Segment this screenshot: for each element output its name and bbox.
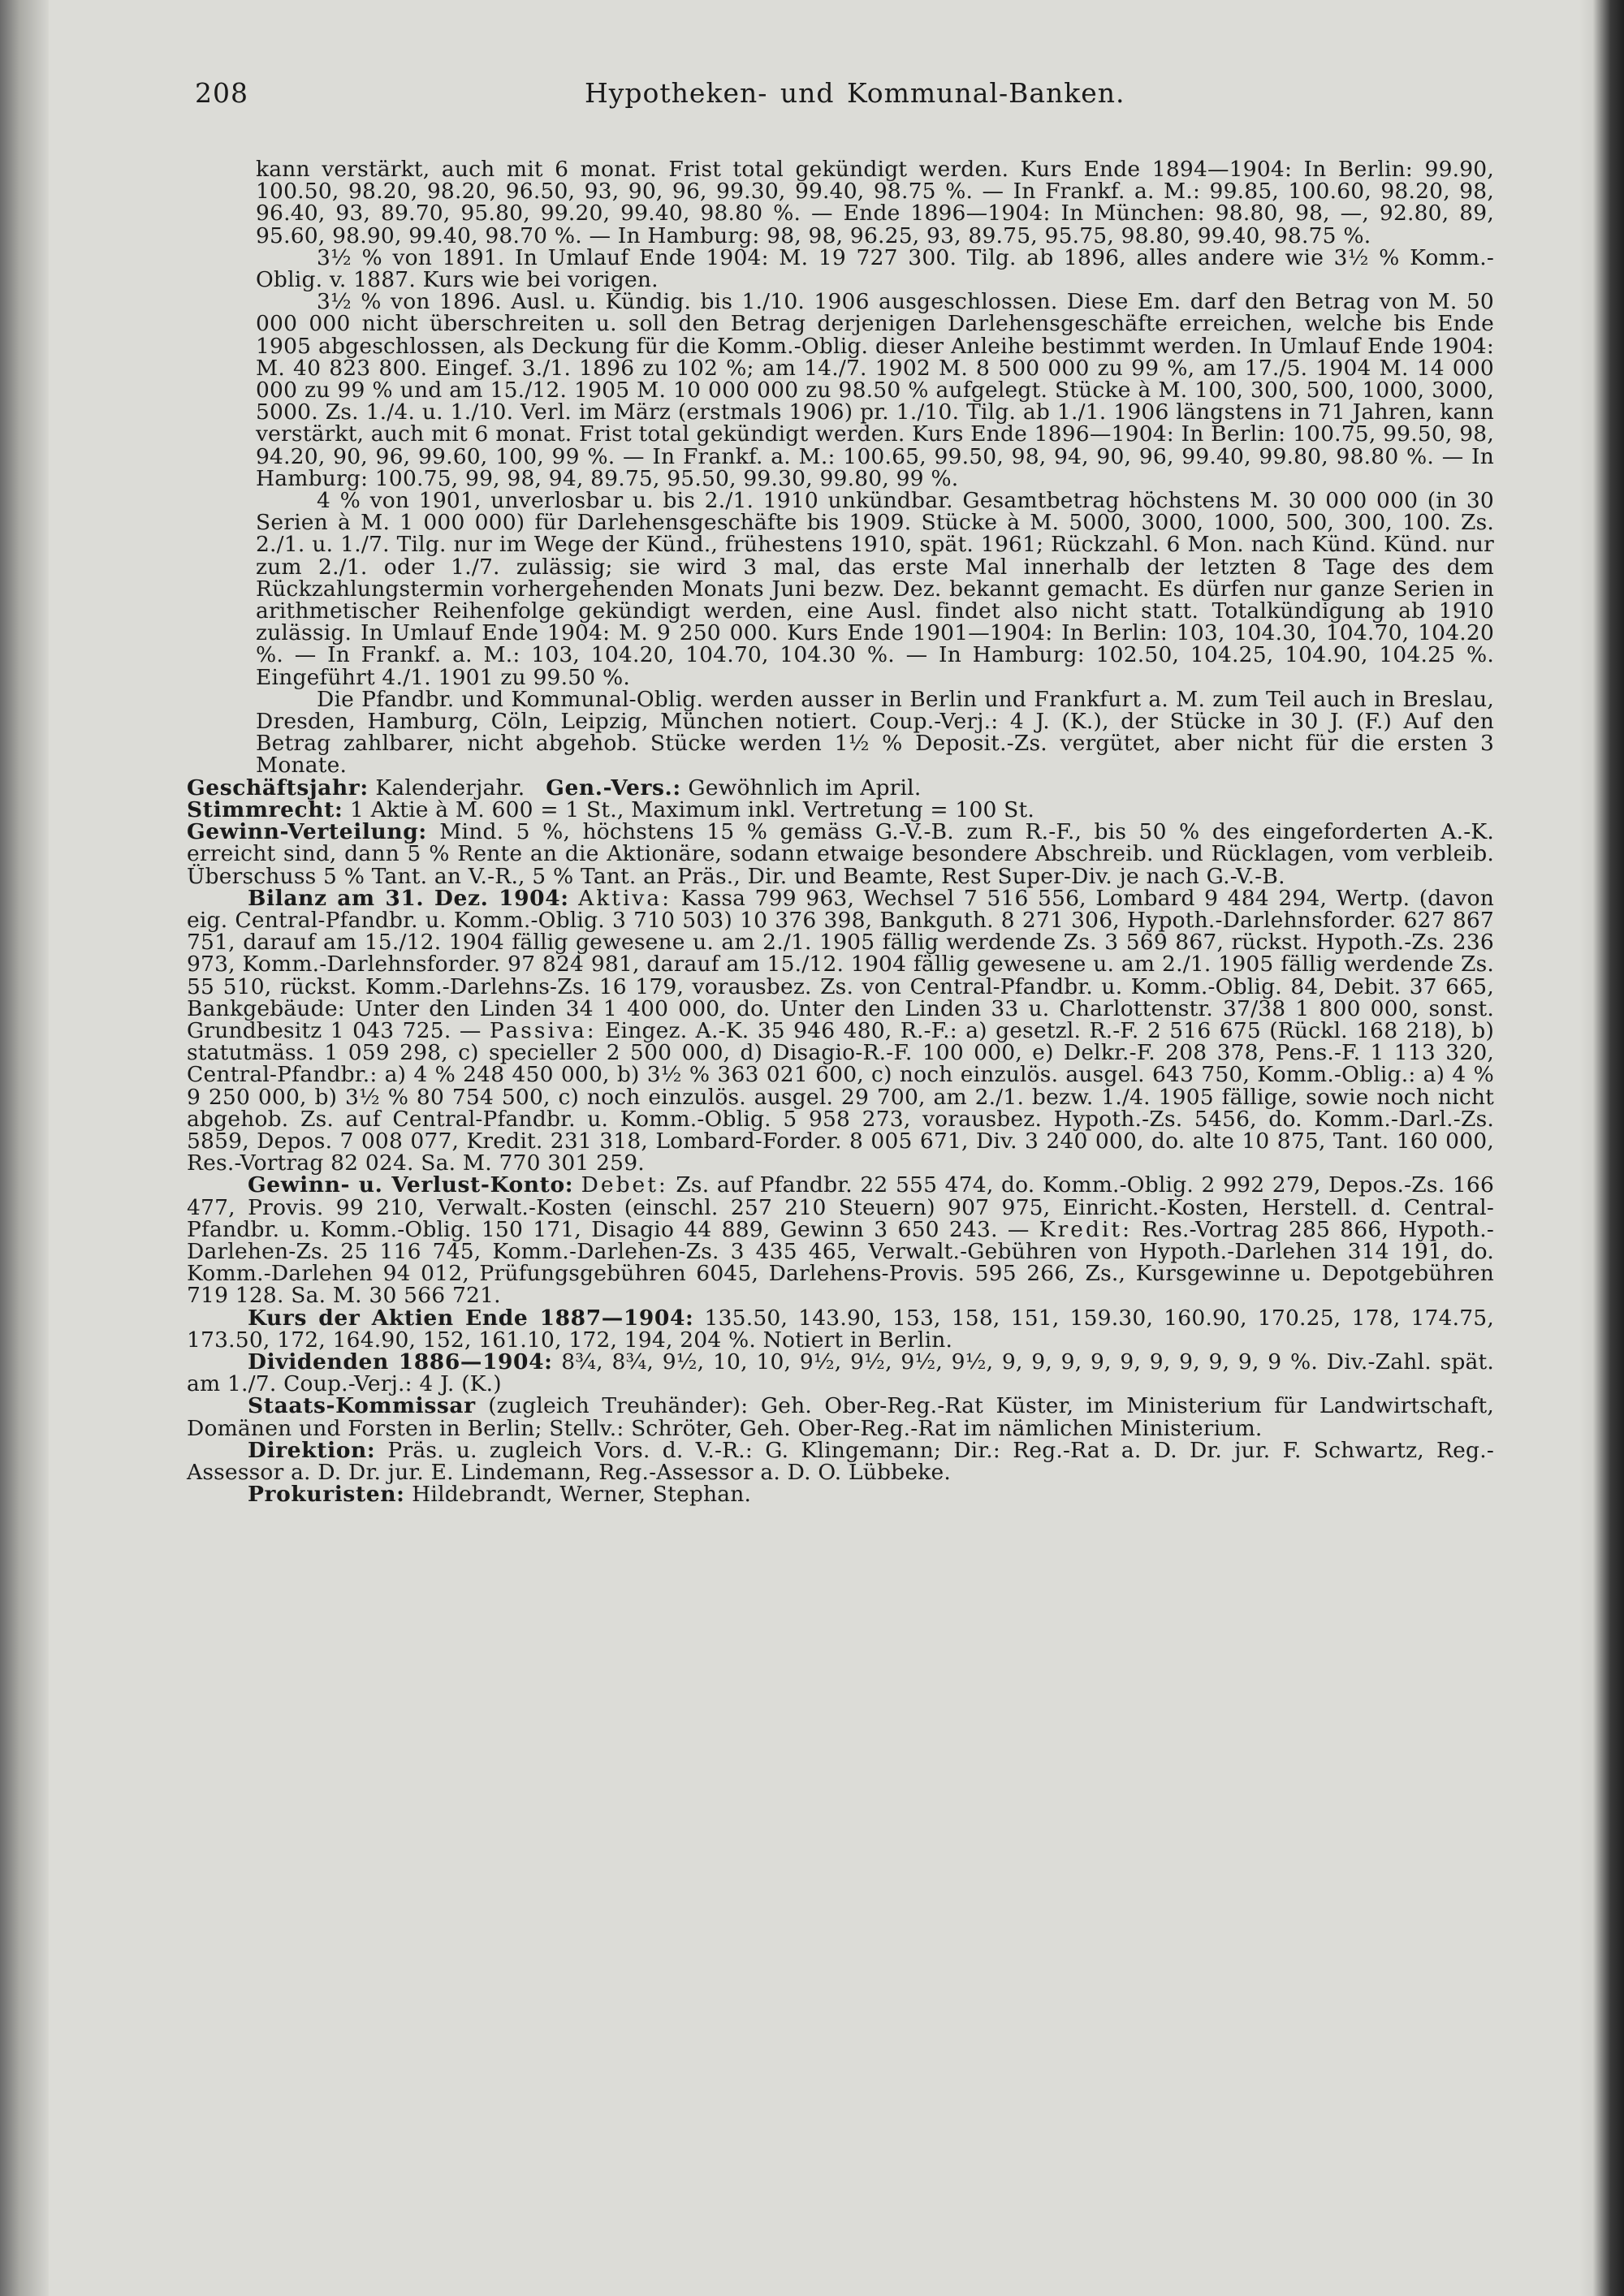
label-kurs-aktien: Kurs der Aktien Ende 1887—1904: <box>248 1305 694 1331</box>
label-kredit: Kredit: <box>1039 1216 1132 1242</box>
page-header <box>187 77 1494 126</box>
text-geschaeftsjahr: Kalenderjahr. <box>368 775 525 801</box>
text-direktion: Präs. u. zugleich Vors. d. V.-R.: G. Klingemann; Dir.: Reg.-Rat a. D. Dr. jur. F. Schwartz, Reg.-Assessor a. D. Dr. jur. E. Lindemann, Reg.-Assessor a. D. O. Lübbeke. <box>187 1437 1494 1485</box>
paragraph-kurs-1894: kann verstärkt, auch mit 6 monat. Frist total gekündigt werden. Kurs Ende 1894—1904: In Berlin: 99.90, 100.50, 98.20, 98.20, 96.50, 93, 90, 96, 99.30, 99.40, 98.75 %. — In Frankf. a. M.: 99.85, 100.60, 98.20, 98, 96.40, 93, 89.70, 95.80, 99.20, 99.40, 98.80 %. — Ende 1896—1904: In München: 98.80, 98, —, 92.80, 89, 95.60, 98.90, 99.40, 98.70 %. — In Hamburg: 98, 98, 96.25, 93, 89.75, 95.75, 98.80, 99.40, 98.75 %. <box>256 157 1494 248</box>
text-debet: Zs. auf Pfandbr. 22 555 474, do. Komm.-Oblig. 2 992 279, Depos.-Zs. 166 477, Provis. 99 210, Verwalt.-Kosten (einschl. 257 210 Steuern) 907 975, Einricht.-Kosten, Herstell. d. Central-Pfandbr. u. Komm.-Oblig. 150 171, Disagio 44 889, Gewinn 3 650 243. — <box>187 1172 1495 1242</box>
label-dividenden: Dividenden 1886—1904: <box>248 1349 553 1375</box>
section-staats-kommissar <box>187 1395 1494 1439</box>
label-gewinn-verteilung: Gewinn-Verteilung: <box>187 819 427 845</box>
document-page <box>187 77 1495 1508</box>
running-title: Hypotheken- und Kommunal-Banken. <box>585 77 1125 109</box>
label-gewinn-verlust: Gewinn- u. Verlust-Konto: <box>248 1172 574 1198</box>
section-bilanz <box>187 887 1494 1175</box>
paragraph-pfandbr: Die Pfandbr. und Kommunal-Oblig. werden ausser in Berlin und Frankfurt a. M. zum Teil auch in Breslau, Dresden, Hamburg, Cöln, Leipzig, München notiert. Coup.-Verj.: 4 J. (K.), der Stücke in 30 J. (F.) Auf den Betrag zahlbarer, nicht abgehob. Stücke werden 1½ % Deposit.-Zs. vergütet, aber nicht für die ersten 3 Monate. <box>256 686 1494 779</box>
label-prokuristen: Prokuristen: <box>248 1482 405 1508</box>
label-passiva: Passiva: <box>489 1017 597 1043</box>
section-geschaeftsjahr <box>187 777 1494 799</box>
label-direktion: Direktion: <box>248 1437 376 1463</box>
label-stimmrecht: Stimmrecht: <box>187 796 343 822</box>
page-number: 208 <box>195 77 248 109</box>
text-kurs-aktien: 135.50, 143.90, 153, 158, 151, 159.30, 160.90, 170.25, 178, 174.75, 173.50, 172, 164.90, 152, 161.10, 172, 194, 204 %. Notiert in Berlin. <box>187 1305 1494 1353</box>
label-bilanz: Bilanz am 31. Dez. 1904: <box>248 885 569 911</box>
text-staats-kommissar: (zugleich Treuhänder): Geh. Ober-Reg.-Rat Küster, im Ministerium für Landwirtschaft, Domänen und Forsten in Berlin; Stellv.: Schröter, Geh. Ober-Reg.-Rat im nämlichen Ministerium. <box>187 1393 1494 1441</box>
paragraph-bond-1901: 4 % von 1901, unverlosbar u. bis 2./1. 1910 unkündbar. Gesamtbetrag höchstens M. 30 000 000 (in 30 Serien à M. 1 000 000) für Darlehensgeschäfte bis 1909. Stücke à M. 5000, 3000, 1000, 500, 300, 100. Zs. 2./1. u. 1./7. Tilg. nur im Wege der Künd., frühestens 1910, spät. 1961; Rückzahl. 6 Mon. nach Künd. Künd. nur zum 2./1. oder 1./7. zulässig; sie wird 3 mal, das erste Mal innerhalb der letzten 8 Tage des dem Rückzahlungstermin vorhergehenden Monats Juni bezw. Dez. bekannt gemacht. Es dürfen nur ganze Serien in arithmetischer Reihenfolge gekündigt werden, eine Ausl. findet also nicht statt. Totalkündigung ab 1910 zulässig. In Umlauf Ende 1904: M. 9 250 000. Kurs Ende 1901—1904: In Berlin: 103, 104.30, 104.70, 104.20 %. — In Frankf. a. M.: 103, 104.20, 104.70, 104.30 %. — In Hamburg: 102.50, 104.25, 104.90, 104.25 %. Eingeführt 4./1. 1901 zu 99.50 %. <box>256 488 1494 690</box>
text-genvers: Gewöhnlich im April. <box>680 775 922 801</box>
paragraph-bond-1891: 3½ % von 1891. In Umlauf Ende 1904: M. 19 727 300. Tilg. ab 1896, alles andere wie 3½ % Komm.-Oblig. v. 1887. Kurs wie bei vorigen. <box>256 244 1494 293</box>
section-dividenden <box>187 1351 1494 1395</box>
label-geschaeftsjahr: Geschäftsjahr: <box>187 775 369 801</box>
scan-edge-right <box>1579 0 1624 2296</box>
section-gewinn-verteilung <box>187 821 1494 887</box>
section-stimmrecht <box>187 796 1494 822</box>
scan-edge-left <box>0 0 49 2296</box>
label-staats-kommissar: Staats-Kommissar <box>248 1393 476 1419</box>
section-gewinn-verlust <box>187 1172 1495 1309</box>
bond-section <box>187 158 1494 777</box>
section-kurs-aktien <box>187 1307 1494 1351</box>
text-dividenden: 8¾, 8¾, 9½, 10, 10, 9½, 9½, 9½, 9½, 9, 9, 9, 9, 9, 9, 9, 9, 9, 9 %. Div.-Zahl. spät. am 1./7. Coup.-Verj.: 4 J. (K.) <box>187 1349 1494 1397</box>
paragraph-bond-1896: 3½ % von 1896. Ausl. u. Kündig. bis 1./10. 1906 ausgeschlossen. Diese Em. darf den Betrag von M. 50 000 000 nicht überschreiten u. soll den Betrag derjenigen Darlehensgeschäfte erreichen, welche bis Ende 1905 abgeschlossen, als Deckung für die Komm.-Oblig. dieser Anleihe bestimmt werden. In Umlauf Ende 1904: M. 40 823 800. Eingef. 3./1. 1896 zu 102 %; am 14./7. 1902 M. 8 500 000 zu 99 %, am 17./5. 1904 M. 14 000 000 zu 99 % und am 15./12. 1905 M. 10 000 000 zu 98.50 % aufgelegt. Stücke à M. 100, 300, 500, 1000, 3000, 5000. Zs. 1./4. u. 1./10. Verl. im März (erstmals 1906) pr. 1./10. Tilg. ab 1./1. 1906 längstens in 71 Jahren, kann verstärkt, auch mit 6 monat. Frist total gekündigt werden. Kurs Ende 1896—1904: In Berlin: 100.75, 99.50, 98, 94.20, 90, 96, 99.60, 100, 99 %. — In Frankf. a. M.: 100.65, 99.50, 98, 94, 90, 96, 99.40, 99.80, 98.80 %. — In Hamburg: 100.75, 99, 98, 94, 89.75, 95.50, 99.30, 99.80, 99 %. <box>256 289 1494 491</box>
label-genvers: Gen.-Vers.: <box>546 775 681 801</box>
section-direktion <box>187 1439 1494 1483</box>
text-prokuristen: Hildebrandt, Werner, Stephan. <box>404 1482 752 1508</box>
text-gewinn-verteilung: Mind. 5 %, höchstens 15 % gemäss G.-V.-B. zum R.-F., bis 50 % des eingeforderten A.-K. erreicht sind, dann 5 % Rente an die Aktionäre, sodann etwaige besondere Abschreib. und Rücklagen, vom verbleib. Überschuss 5 % Tant. an V.-R., 5 % Tant. an Präs., Dir. und Beamte, Rest Super-Div. je nach G.-V.-B. <box>187 819 1494 889</box>
text-passiva: Eingez. A.-K. 35 946 480, R.-F.: a) gesetzl. R.-F. 2 516 675 (Rückl. 168 218), b) statutmäss. 1 059 298, c) specieller 2 500 000, d) Disagio-R.-F. 100 000, e) Delkr.-F. 208 378, Pens.-F. 1 113 320, Central-Pfandbr.: a) 4 % 248 450 000, b) 3½ % 363 021 600, c) noch einzulös. ausgel. 643 750, Komm.-Oblig.: a) 4 % 9 250 000, b) 3½ % 80 754 500, c) noch einzulös. ausgel. 29 700, am 2./1. bezw. 1./4. 1905 fällige, sowie noch nicht abgehob. Zs. auf Central-Pfandbr. u. Komm.-Oblig. 5 958 273, vorausbez. Hypoth.-Zs. 5456, do. Komm.-Darl.-Zs. 5859, Depos. 7 008 077, Kredit. 231 318, Lombard-Forder. 8 005 671, Div. 3 240 000, do. alte 10 875, Tant. 160 000, Res.-Vortrag 82 024. Sa. M. 770 301 259. <box>187 1017 1494 1176</box>
body-text <box>187 157 1495 1508</box>
label-debet: Debet: <box>581 1172 668 1198</box>
label-aktiva: Aktiva: <box>578 885 672 911</box>
section-prokuristen <box>187 1482 1494 1508</box>
text-kredit: Res.-Vortrag 285 866, Hypoth.-Darlehen-Zs. 25 116 745, Komm.-Darlehen-Zs. 3 435 465, Verwalt.-Gebühren von Hypoth.-Darlehen 314 191, do. Komm.-Darlehen 94 012, Prüfungsgebühren 6045, Darlehens-Provis. 595 266, Zs., Kursgewinne u. Depotgebühren 719 128. Sa. M. 30 566 721. <box>187 1216 1494 1309</box>
text-aktiva: Kassa 799 963, Wechsel 7 516 556, Lombard 9 484 294, Wertp. (davon eig. Central-Pfandbr. u. Komm.-Oblig. 3 710 503) 10 376 398, Bankguth. 8 271 306, Hypoth.-Darlehnsforder. 627 867 751, darauf am 15./12. 1904 fällig gewesene u. am 2./1. 1905 fällig werdende Zs. 3 569 867, rückst. Hypoth.-Zs. 236 973, Komm.-Darlehnsforder. 97 824 981, darauf am 15./12. 1904 fällig gewesene u. am 2./1. 1905 fällig werdende Zs. 55 510, rückst. Komm.-Darlehns-Zs. 16 179, vorausbez. Zs. von Central-Pfandbr. u. Komm.-Oblig. 84, Debit. 37 665, Bankgebäude: Unter den Linden 34 1 400 000, do. Unter den Linden 33 u. Charlottenstr. 37/38 1 800 000, sonst. Grundbesitz 1 043 725. — <box>187 885 1495 1043</box>
text-stimmrecht: 1 Aktie à M. 600 = 1 St., Maximum inkl. Vertretung = 100 St. <box>343 796 1035 822</box>
